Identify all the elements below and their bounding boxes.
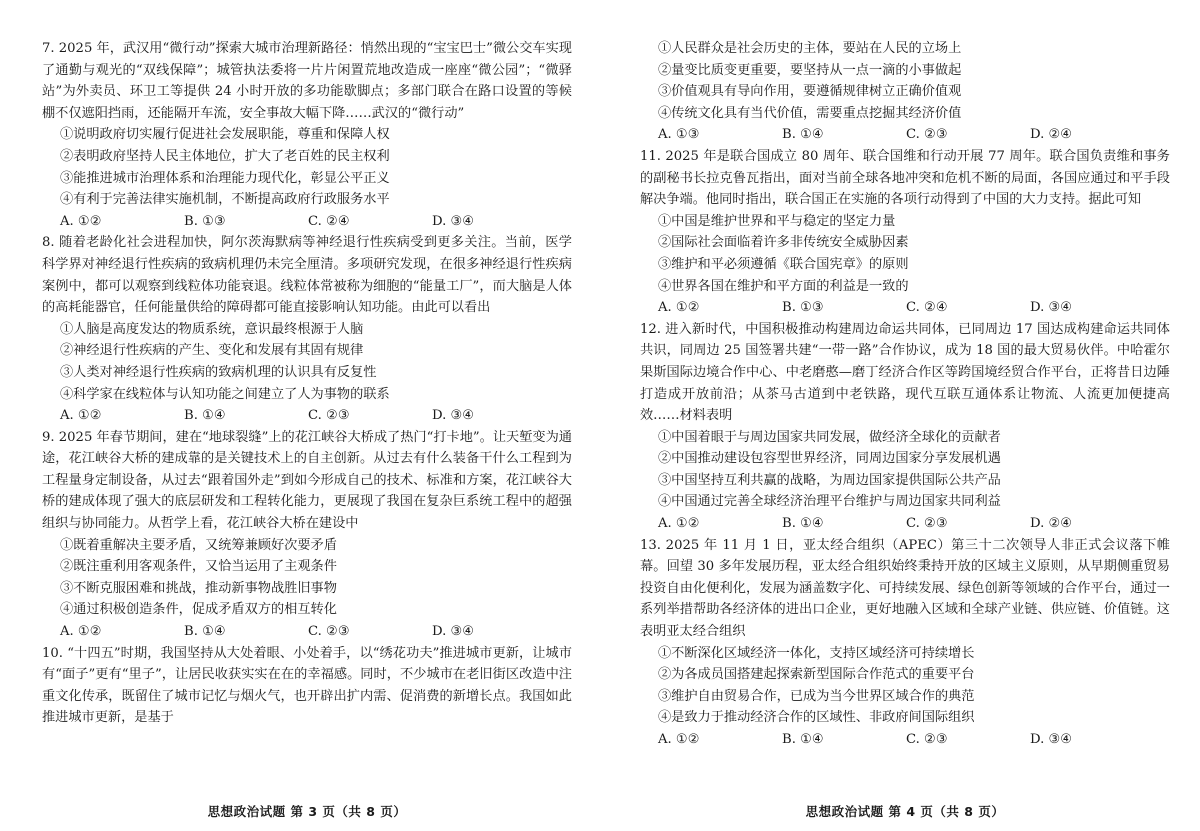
- choice-option: A. ①②: [60, 624, 102, 640]
- choice-option: C. ②④: [308, 213, 350, 229]
- answer-statement: ③维护和平必须遵循《联合国宪章》的原则: [658, 256, 909, 272]
- choice-option: A. ①③: [658, 127, 700, 143]
- choice-option: D. ③④: [1030, 300, 1073, 316]
- answer-statement: ③人类对神经退行性疾病的致病机理的认识具有反复性: [60, 364, 377, 380]
- answer-statement: ④有利于完善法律实施机制，不断提高政府行政服务水平: [60, 192, 390, 208]
- left-page-footer: 思想政治试题 第 3 页（共 8 页）: [207, 804, 407, 819]
- choice-option: B. ①④: [782, 732, 824, 747]
- answer-statement: ②中国推动建设包容型世界经济，同周边国家分享发展机遇: [658, 451, 1001, 467]
- choice-option: B. ①④: [184, 408, 226, 424]
- choice-option: C. ②③: [308, 408, 350, 424]
- question-block: [640, 38, 1170, 146]
- choice-option: C. ②③: [906, 516, 948, 532]
- question-stem: 8. 随着老龄化社会进程加快，阿尔茨海默病等神经退行性疾病受到更多关注。当前，医学科学界对神经退行性疾病的致病机理仍未完全厘清。多项研究发现，在很多神经退行性疾病案例中，都可以观察到线粒体功能衰退。线粒体常被称为细胞的“能量工厂”，而大脑是人体的高耗能器官，任何能量供给的障碍都可能直接影响认知功能。由此可以看出: [42, 235, 572, 316]
- question-block: [640, 535, 1170, 751]
- choice-option: A. ①②: [658, 732, 700, 747]
- left-page-column: [42, 38, 572, 729]
- choice-option: D. ③④: [1030, 732, 1073, 747]
- choice-row: [42, 621, 572, 643]
- question-stem: 13. 2025 年 11 月 1 日，亚太经合组织（APEC）第三十二次领导人非正式会议落下帷幕。回望 30 多年发展历程，亚太经合组织始终秉持开放的区域主义原则，从早期侧重贸易投资自由化便利化，发展为涵盖数字化、可持续发展、绿色创新等领域的合作平台，通过一系列举措帮助各经济体的进出口企业，更好地融入区域和全球产业链、供应链、价值链。这表明亚太经合组织: [640, 537, 1170, 640]
- choice-option: B. ①③: [184, 213, 226, 229]
- choice-option: C. ②③: [906, 127, 948, 143]
- choice-option: D. ③④: [432, 408, 475, 424]
- right-page-footer: 思想政治试题 第 4 页（共 8 页）: [805, 804, 1005, 819]
- question-stem: 10. “十四五”时期，我国坚持从大处着眼、小处着手，以“绣花功夫”推进城市更新，让城市有“面子”更有“里子”，让居民收获实实在在的幸福感。同时，不少城市在老旧街区改造中注重文化传承，既留住了城市记忆与烟火气，也开辟出扩内需、促消费的新增长点。我国如此推进城市更新，是基于: [42, 645, 572, 726]
- answer-statement: ②为各成员国搭建起探索新型国际合作范式的重要平台: [658, 667, 975, 683]
- question-block: [42, 427, 572, 643]
- choice-option: D. ③④: [432, 624, 475, 640]
- choice-option: A. ①②: [658, 300, 700, 316]
- choice-option: C. ②④: [906, 300, 948, 316]
- choice-option: B. ①④: [782, 516, 824, 532]
- answer-statement: ③维护自由贸易合作，已成为当今世界区域合作的典范: [658, 688, 975, 704]
- answer-statement: ④通过积极创造条件，促成矛盾双方的相互转化: [60, 602, 337, 618]
- choice-row: [640, 124, 1170, 146]
- answer-statement: ②既注重利用客观条件，又恰当运用了主观条件: [60, 559, 337, 575]
- choice-row: [640, 297, 1170, 319]
- answer-statement: ④传统文化具有当代价值，需要重点挖掘其经济价值: [658, 105, 962, 121]
- answer-statement: ④是致力于推动经济合作的区域性、非政府间国际组织: [658, 710, 975, 726]
- answer-statement: ①人民群众是社会历史的主体，要站在人民的立场上: [658, 41, 962, 56]
- choice-option: B. ①③: [782, 300, 824, 316]
- answer-statement: ①中国是维护世界和平与稳定的坚定力量: [658, 213, 896, 229]
- choice-option: C. ②③: [308, 624, 350, 640]
- choice-option: B. ①④: [782, 127, 824, 143]
- choice-option: A. ①②: [60, 408, 102, 424]
- choice-option: C. ②③: [906, 732, 948, 747]
- choice-option: D. ②④: [1030, 127, 1073, 143]
- choice-row: [42, 405, 572, 427]
- answer-statement: ④中国通过完善全球经济治理平台维护与周边国家共同利益: [658, 494, 1001, 510]
- answer-statement: ①说明政府切实履行促进社会发展职能，尊重和保障人权: [60, 127, 390, 143]
- choice-option: A. ①②: [60, 213, 102, 229]
- question-stem: 7. 2025 年，武汉用“微行动”探索大城市治理新路径：悄然出现的“宝宝巴士”微公交车实现了通勤与观光的“双线保障”；城管执法委将一片片闲置荒地改造成一座座“微公园”；“微驿站”为外卖员、环卫工等提供 24 小时开放的多功能歇脚点；多部门联合在路口设置的等候棚不仅遮阳挡雨，还能隔开车流，安全事故大幅下降……武汉的“微行动”: [42, 41, 572, 121]
- answer-statement: ④世界各国在维护和平方面的利益是一致的: [658, 278, 909, 294]
- answer-statement: ①既着重解决主要矛盾，又统筹兼顾好次要矛盾: [60, 537, 337, 553]
- answer-statement: ③能推进城市治理体系和治理能力现代化，彰显公平正义: [60, 170, 390, 186]
- answer-statement: ③中国坚持互利共赢的战略，为周边国家提供国际公共产品: [658, 472, 1001, 488]
- answer-statement: ②国际社会面临着许多非传统安全威胁因素: [658, 235, 909, 251]
- answer-statement: ③不断克服困难和挑战，推动新事物战胜旧事物: [60, 580, 337, 596]
- question-block: [640, 146, 1170, 319]
- choice-row: [640, 729, 1170, 751]
- answer-statement: ①人脑是高度发达的物质系统，意识最终根源于人脑: [60, 321, 364, 337]
- choice-row: [42, 211, 572, 233]
- right-page-column: [640, 38, 1170, 751]
- question-stem: 11. 2025 年是联合国成立 80 周年、联合国维和行动开展 77 周年。联合国负责维和事务的副秘书长拉克鲁瓦指出，面对当前全球各地冲突和危机不断的局面，各国应通过和平手段解决争端。他同时指出，联合国正在实施的各项行动得到了中国的大力支持。据此可知: [640, 148, 1170, 208]
- question-block: [42, 38, 572, 232]
- answer-statement: ②神经退行性疾病的产生、变化和发展有其固有规律: [60, 343, 364, 359]
- answer-statement: ①中国着眼于与周边国家共同发展，做经济全球化的贡献者: [658, 429, 1001, 445]
- choice-option: D. ③④: [432, 213, 475, 229]
- answer-statement: ④科学家在线粒体与认知功能之间建立了人为事物的联系: [60, 386, 390, 402]
- question-block: [640, 319, 1170, 535]
- choice-option: D. ②④: [1030, 516, 1073, 532]
- answer-statement: ③价值观具有导向作用，要遵循规律树立正确价值观: [658, 84, 962, 100]
- question-stem: 12. 进入新时代，中国积极推动构建周边命运共同体，已同周边 17 国达成构建命运共同体共识，同周边 25 国签署共建“一带一路”合作协议，成为 18 国的最大贸易伙伴。中哈霍尔果斯国际边境合作中心、中老磨憨—磨丁经济合作区等跨国境经贸合作平台，正将昔日边陲打造成开放前沿；从茶马古道到中老铁路，现代互联互通体系让物流、人流更加便捷高效……材料表明: [640, 321, 1170, 424]
- choice-option: A. ①②: [658, 516, 700, 532]
- question-block: [42, 232, 572, 426]
- choice-row: [640, 513, 1170, 535]
- question-block: [42, 643, 572, 729]
- answer-statement: ①不断深化区域经济一体化，支持区域经济可持续增长: [658, 645, 975, 661]
- answer-statement: ②表明政府坚持人民主体地位，扩大了老百姓的民主权利: [60, 148, 390, 164]
- question-stem: 9. 2025 年春节期间，建在“地球裂缝”上的花江峡谷大桥成了热门“打卡地”。让天堑变为通途，花江峡谷大桥的建成靠的是关键技术上的自主创新。从过去有什么装备干什么工程到为工程量身定制设备，从过去“跟着国外走”到如今形成自己的技术、标准和方案，花江峡谷大桥的建成体现了强大的底层研发和工程转化能力，更展现了我国在复杂巨系统工程中的超强组织与协同能力。从哲学上看，花江峡谷大桥在建设中: [42, 429, 572, 532]
- answer-statement: ②量变比质变更重要，要坚持从一点一滴的小事做起: [658, 62, 962, 78]
- choice-option: B. ①④: [184, 624, 226, 640]
